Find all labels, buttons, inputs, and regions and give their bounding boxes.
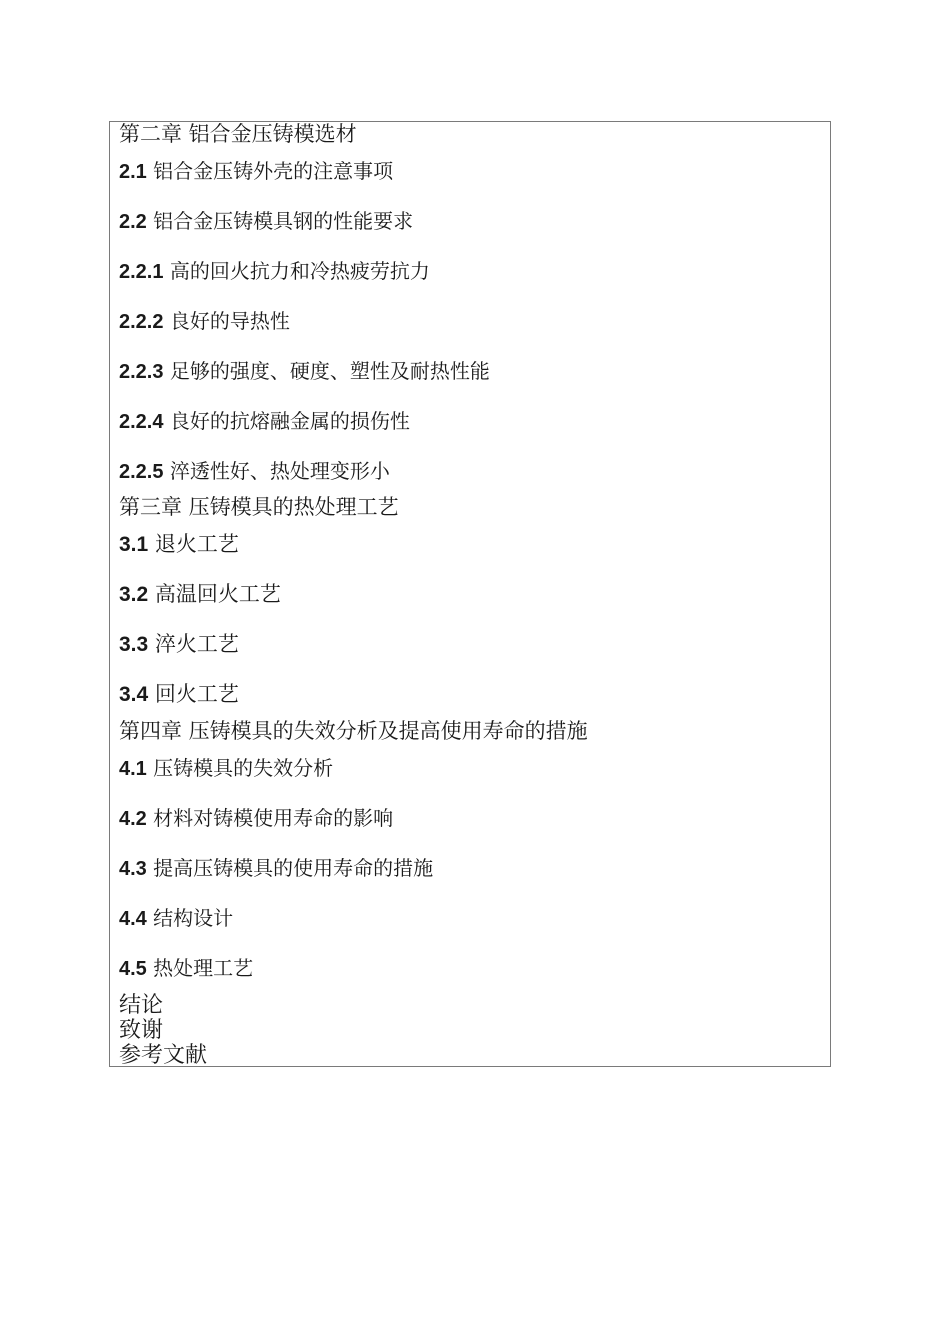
toc-section-2-2-2 bbox=[119, 311, 290, 332]
section-number: 4.5 bbox=[119, 958, 147, 980]
toc-section-3-1 bbox=[119, 534, 239, 555]
toc-chapter-3: 第三章 压铸模具的热处理工艺 bbox=[119, 495, 399, 519]
toc-section-4-1 bbox=[119, 758, 333, 779]
section-number: 3.1 bbox=[119, 533, 149, 556]
section-title: 压铸模具的失效分析 bbox=[146, 756, 334, 780]
toc-section-2-1 bbox=[119, 161, 393, 182]
section-title: 回火工艺 bbox=[148, 682, 239, 706]
toc-acknowledgements: 致谢 bbox=[119, 1018, 164, 1043]
section-title: 热处理工艺 bbox=[146, 956, 254, 980]
section-title: 铝合金压铸外壳的注意事项 bbox=[146, 159, 394, 183]
section-number: 2.2 bbox=[119, 211, 147, 233]
section-title: 淬火工艺 bbox=[148, 632, 239, 656]
section-title: 提高压铸模具的使用寿命的措施 bbox=[146, 856, 434, 880]
section-title: 足够的强度、硬度、塑性及耐热性能 bbox=[163, 359, 490, 383]
toc-section-3-2 bbox=[119, 584, 281, 605]
toc-section-3-4 bbox=[119, 684, 239, 705]
section-title: 良好的导热性 bbox=[163, 309, 290, 333]
section-number: 2.1 bbox=[119, 161, 147, 183]
toc-conclusion: 结论 bbox=[119, 993, 164, 1018]
section-number: 2.2.3 bbox=[119, 361, 164, 383]
section-title: 高温回火工艺 bbox=[148, 582, 281, 606]
toc-chapter-2: 第二章 铝合金压铸模选材 bbox=[119, 122, 357, 146]
toc-section-3-3 bbox=[119, 634, 239, 655]
section-title: 材料对铸模使用寿命的影响 bbox=[146, 806, 394, 830]
section-title: 高的回火抗力和冷热疲劳抗力 bbox=[163, 259, 430, 283]
toc-section-4-2 bbox=[119, 808, 393, 829]
section-title: 铝合金压铸模具钢的性能要求 bbox=[146, 209, 414, 233]
section-number: 3.2 bbox=[119, 583, 149, 606]
section-number: 3.3 bbox=[119, 633, 149, 656]
toc-section-4-4 bbox=[119, 908, 233, 929]
toc-chapter-4: 第四章 压铸模具的失效分析及提高使用寿命的措施 bbox=[119, 719, 588, 743]
section-number: 2.2.1 bbox=[119, 261, 164, 283]
toc-references: 参考文献 bbox=[119, 1043, 208, 1068]
section-number: 4.1 bbox=[119, 758, 147, 780]
section-number: 4.4 bbox=[119, 908, 147, 930]
section-title: 结构设计 bbox=[146, 906, 234, 930]
toc-section-2-2-1 bbox=[119, 261, 430, 282]
toc-section-2-2-4 bbox=[119, 411, 410, 432]
section-number: 2.2.2 bbox=[119, 311, 164, 333]
toc-section-4-3 bbox=[119, 858, 433, 879]
section-number: 3.4 bbox=[119, 683, 149, 706]
section-number: 4.2 bbox=[119, 808, 147, 830]
section-title: 良好的抗熔融金属的损伤性 bbox=[163, 409, 410, 433]
toc-section-4-5 bbox=[119, 958, 253, 979]
toc-section-2-2 bbox=[119, 211, 413, 232]
section-number: 2.2.5 bbox=[119, 461, 164, 483]
section-number: 4.3 bbox=[119, 858, 147, 880]
toc-section-2-2-3 bbox=[119, 361, 490, 382]
section-title: 淬透性好、热处理变形小 bbox=[163, 459, 390, 483]
section-title: 退火工艺 bbox=[148, 532, 239, 556]
toc-section-2-2-5 bbox=[119, 461, 390, 482]
section-number: 2.2.4 bbox=[119, 411, 164, 433]
